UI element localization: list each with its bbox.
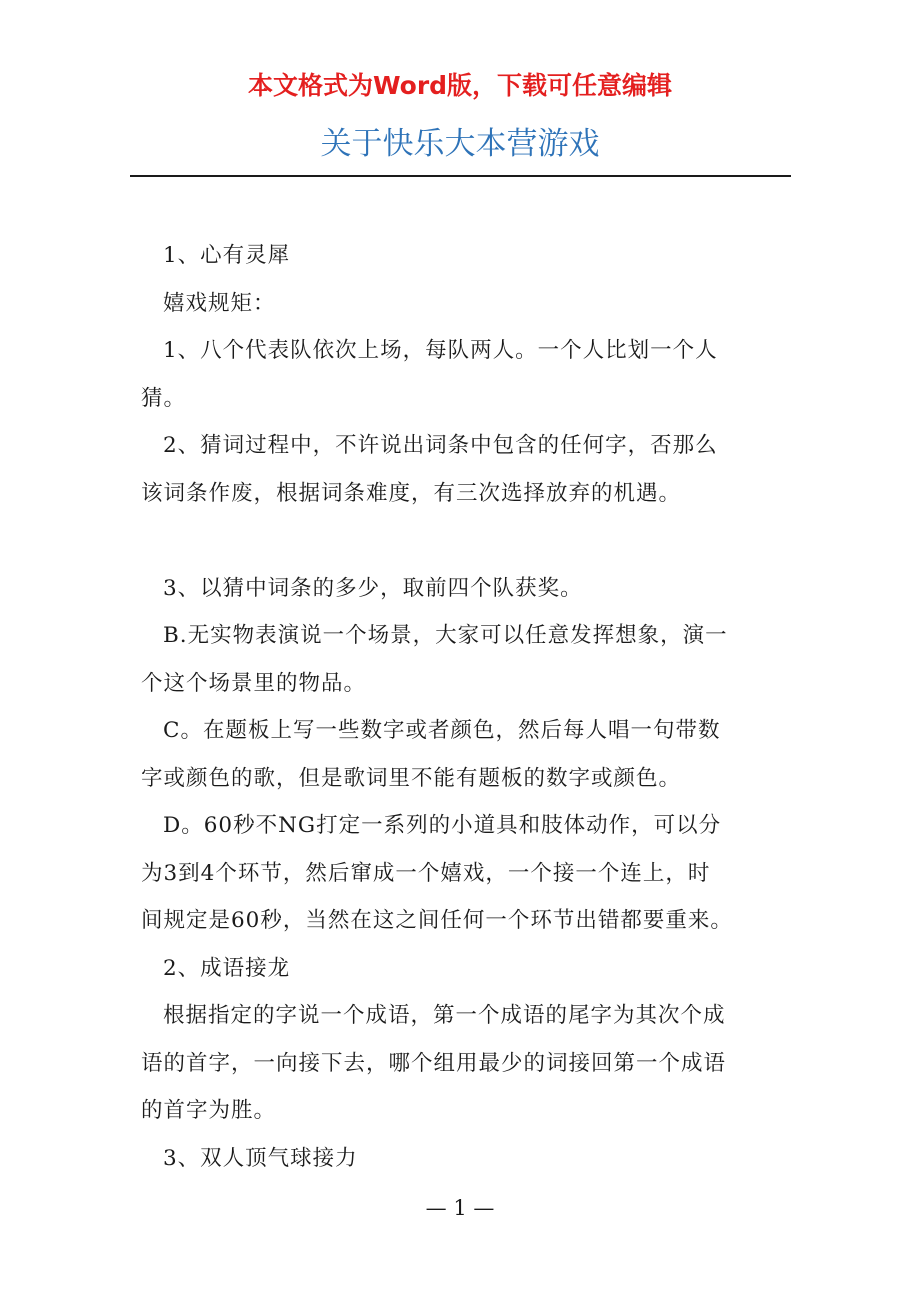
paragraph-line: 语的首字，一向接下去，哪个组用最少的词接回第一个成语 bbox=[141, 1050, 727, 1076]
blank-line bbox=[141, 517, 789, 565]
paragraph-line: 该词条作废，根据词条难度，有三次选择放弃的机遇。 bbox=[141, 480, 682, 506]
paragraph-line: 的首字为胜。 bbox=[141, 1098, 277, 1123]
document-body bbox=[141, 232, 789, 1182]
title-underline bbox=[130, 175, 791, 177]
format-banner: 本文格式为Word版，下载可任意编辑 bbox=[247, 71, 673, 100]
document-title: 关于快乐大本营游戏 bbox=[320, 126, 600, 162]
paragraph-line: 字或颜色的歌，但是歌词里不能有题板的数字或颜色。 bbox=[141, 765, 682, 791]
paragraph-line: 个这个场景里的物品。 bbox=[141, 670, 367, 696]
paragraph-line: 嬉戏规矩： bbox=[163, 290, 276, 316]
section-heading: 1、心有灵犀 bbox=[163, 243, 291, 268]
paragraph-line: 3、以猜中词条的多少，取前四个队获奖。 bbox=[163, 575, 583, 601]
paragraph-line: 根据指定的字说一个成语，第一个成语的尾字为其次个成 bbox=[163, 1003, 726, 1028]
section-heading: 2、成语接龙 bbox=[163, 955, 291, 981]
paragraph-line: 间规定是60秒，当然在这之间任何一个环节出错都要重来。 bbox=[141, 908, 733, 933]
paragraph-line: B.无实物表演说一个场景，大家可以任意发挥想象，演一 bbox=[163, 623, 728, 648]
section-heading: 3、双人顶气球接力 bbox=[163, 1145, 358, 1171]
paragraph-line: 1、八个代表队依次上场，每队两人。一个人比划一个人 bbox=[163, 338, 718, 363]
paragraph-line: C。在题板上写一些数字或者颜色，然后每人唱一句带数 bbox=[163, 718, 721, 743]
page-number: — 1 — bbox=[425, 1196, 495, 1220]
paragraph-line: D。60秒不NG打定一系列的小道具和肢体动作，可以分 bbox=[163, 813, 722, 838]
paragraph-line: 2、猜词过程中，不许说出词条中包含的任何字，否那么 bbox=[163, 433, 718, 458]
paragraph-line: 猜。 bbox=[141, 385, 187, 411]
paragraph-line: 为3到4个环节，然后窜成一个嬉戏，一个接一个连上，时 bbox=[141, 860, 711, 886]
